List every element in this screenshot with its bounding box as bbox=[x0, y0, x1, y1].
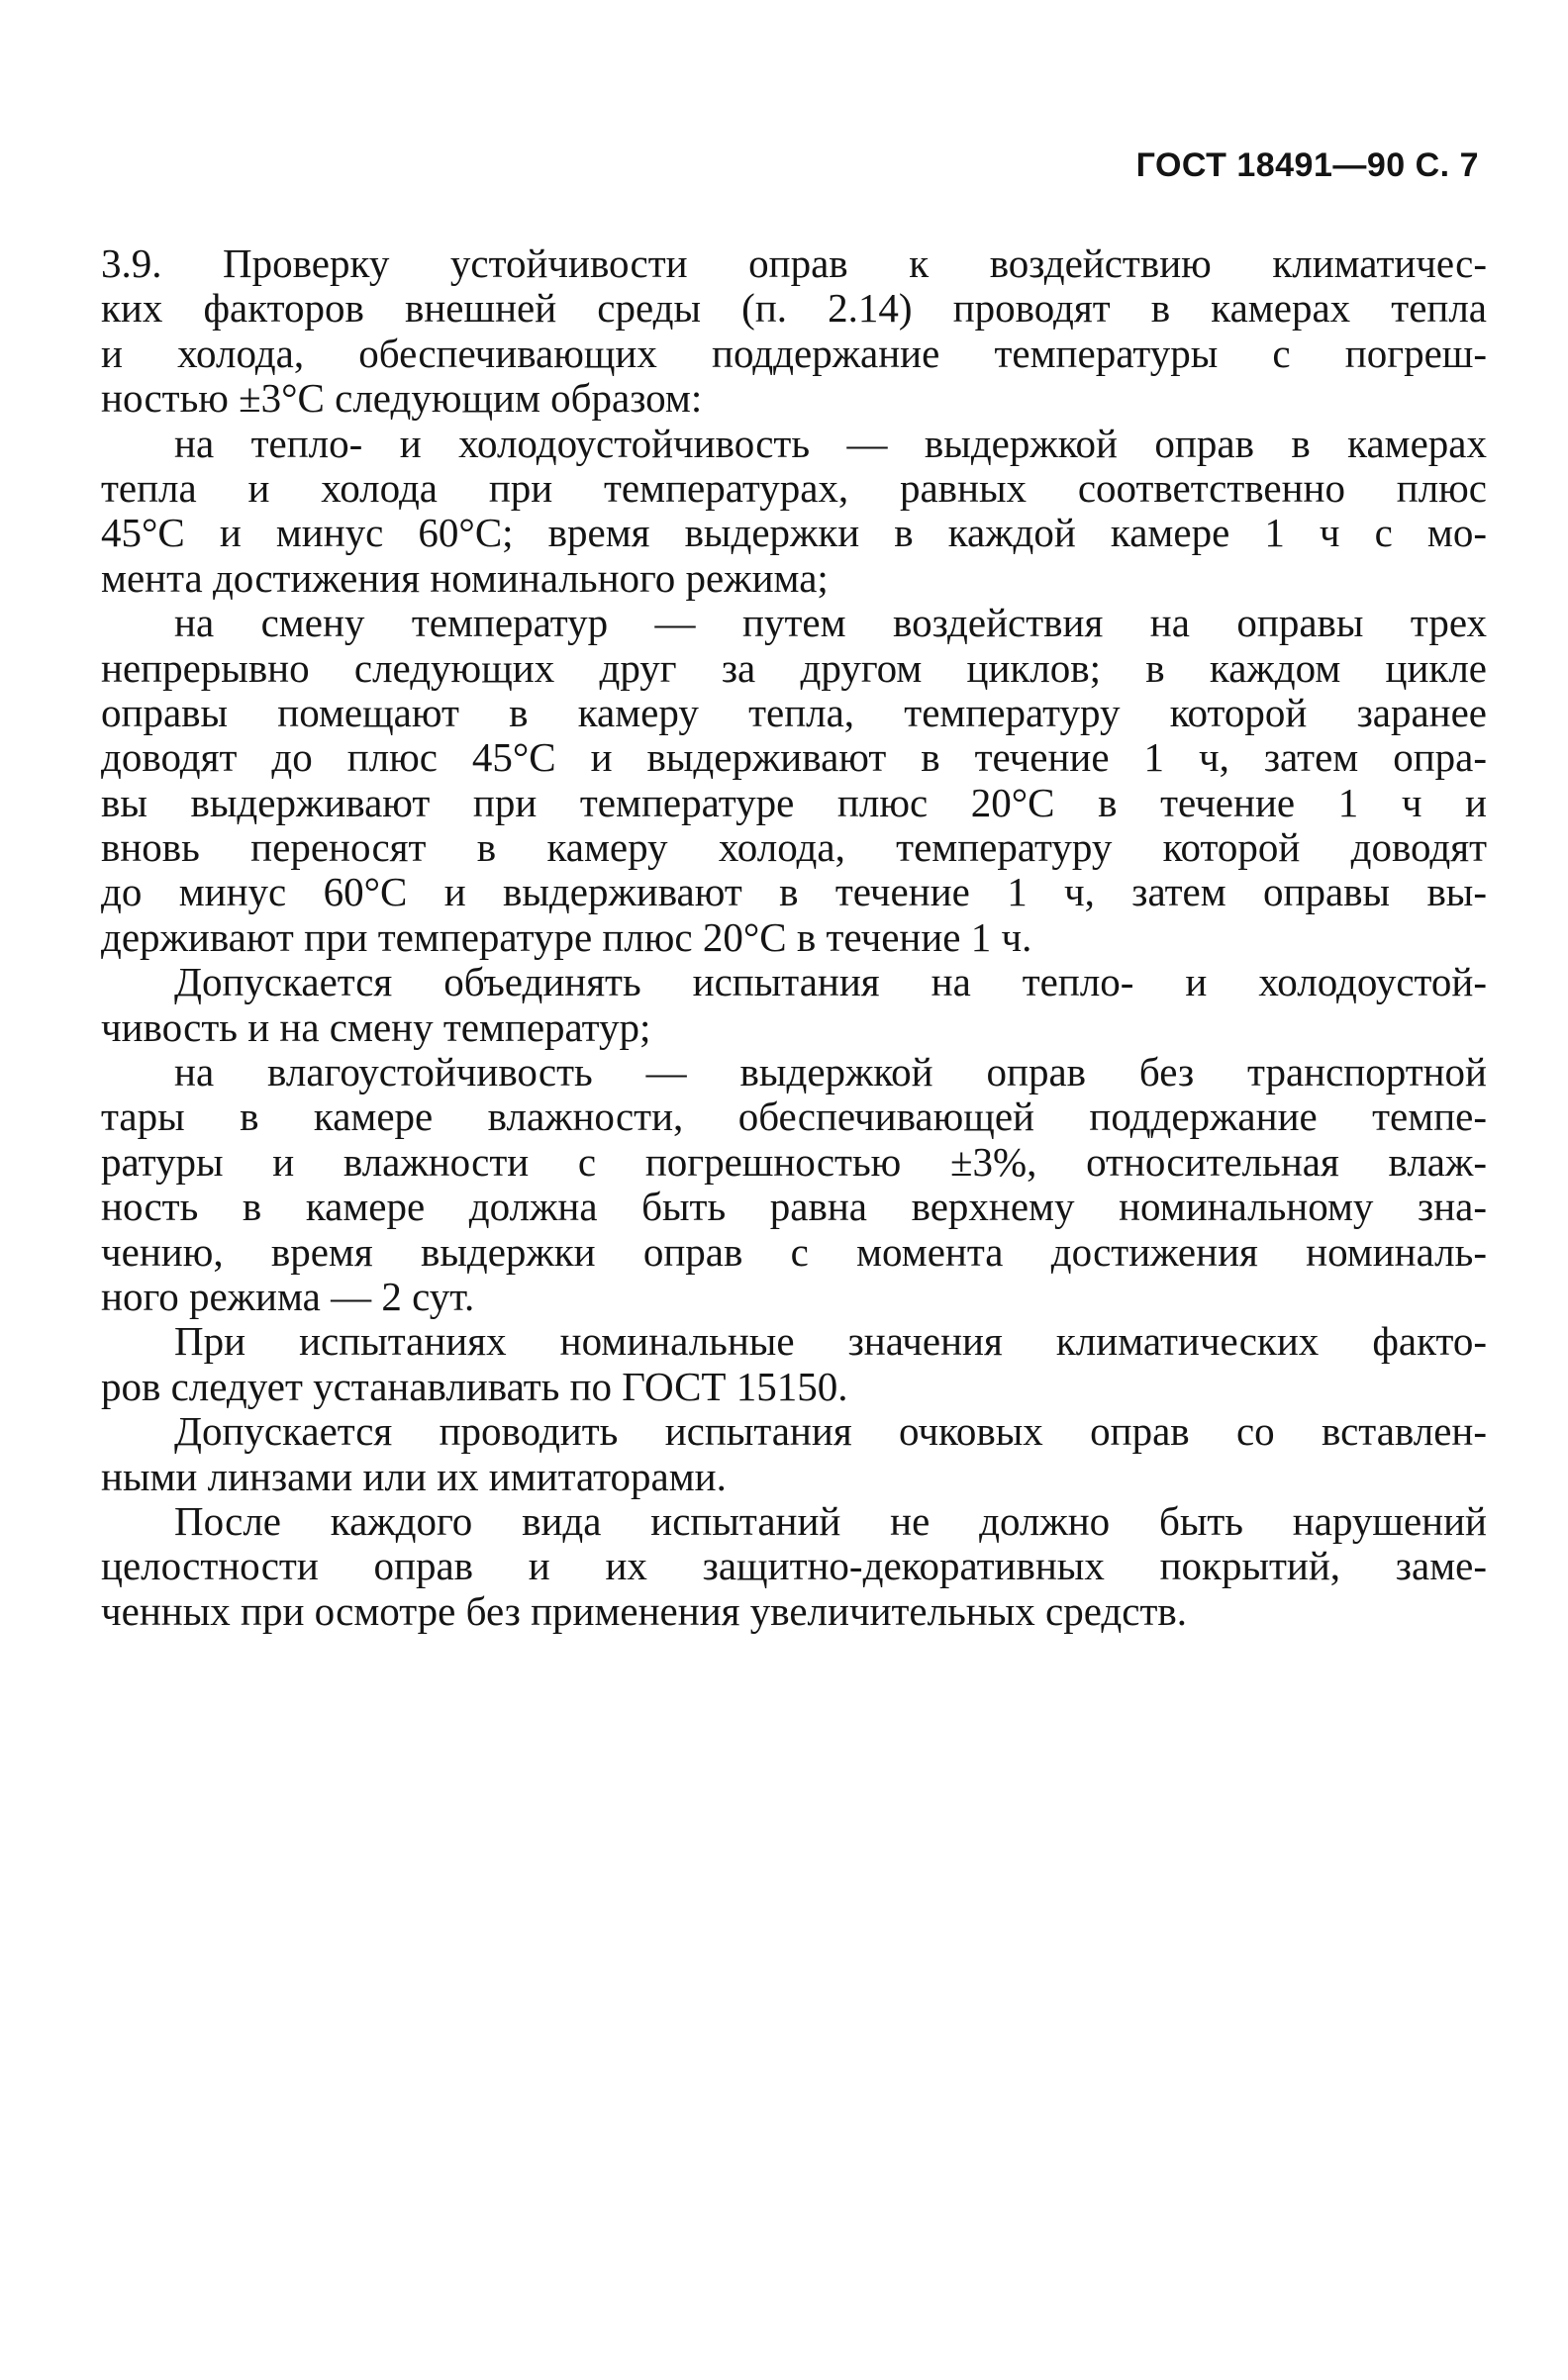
text-line: на влагоустойчивость — выдержкой оправ без транспортной bbox=[174, 1049, 1487, 1095]
text-line: ратуры и влажности с погрешностью ±3%, относительная влаж- bbox=[101, 1138, 1487, 1185]
text-line: оправы помещают в камеру тепла, температуру которой заранее bbox=[101, 689, 1487, 735]
text-line: ными линзами или их имитаторами. bbox=[101, 1453, 727, 1499]
text-line: тары в камере влажности, обеспечивающей поддержание темпе- bbox=[101, 1094, 1487, 1140]
text-line: ких факторов внешней среды (п. 2.14) проводят в камерах тепла bbox=[101, 285, 1487, 332]
text-line: держивают при температуре плюс 20°С в течение 1 ч. bbox=[101, 913, 1032, 960]
text-line: ров следует устанавливать по ГОСТ 15150. bbox=[101, 1363, 848, 1409]
text-line: ность в камере должна быть равна верхнему номинальному зна- bbox=[101, 1184, 1487, 1230]
text-line: ного режима — 2 сут. bbox=[101, 1273, 475, 1319]
text-line: Допускается проводить испытания очковых оправ со вставлен- bbox=[174, 1408, 1487, 1455]
text-line: до минус 60°С и выдерживают в течение 1 ч, затем оправы вы- bbox=[101, 869, 1487, 915]
text-line: непрерывно следующих друг за другом циклов; в каждом цикле bbox=[101, 644, 1487, 691]
text-line: мента достижения номинального режима; bbox=[101, 554, 829, 601]
text-line: 45°С и минус 60°С; время выдержки в каждой камере 1 ч с мо- bbox=[101, 510, 1487, 556]
text-line: на тепло- и холодоустойчивость — выдержкой оправ в камерах bbox=[174, 420, 1487, 466]
text-line: вы выдерживают при температуре плюс 20°С в течение 1 ч и bbox=[101, 779, 1487, 825]
text-line: ностью ±3°С следующим образом: bbox=[101, 375, 703, 422]
text-line: чивость и на смену температур; bbox=[101, 1003, 651, 1050]
text-line: вновь переносят в камеру холода, температуру которой доводят bbox=[101, 824, 1487, 871]
text-line: чению, время выдержки оправ с момента достижения номиналь- bbox=[101, 1228, 1487, 1275]
text-line: тепла и холода при температурах, равных соответственно плюс bbox=[101, 464, 1487, 511]
text-line: Допускается объединять испытания на тепло- и холодоустой- bbox=[174, 959, 1487, 1005]
text-line: После каждого вида испытаний не должно быть нарушений bbox=[174, 1497, 1487, 1544]
text-line: на смену температур — путем воздействия на оправы трех bbox=[174, 600, 1487, 646]
section-3-9 bbox=[101, 241, 1487, 1634]
text-line: целостности оправ и их защитно-декоративных покрытий, заме- bbox=[101, 1543, 1487, 1589]
text-line: и холода, обеспечивающих поддержание температуры с погреш- bbox=[101, 330, 1487, 376]
text-line: 3.9. Проверку устойчивости оправ к воздействию климатичес- bbox=[101, 240, 1487, 286]
text-line: доводят до плюс 45°С и выдерживают в течение 1 ч, затем опра- bbox=[101, 734, 1487, 781]
running-header: ГОСТ 18491—90 С. 7 bbox=[1135, 146, 1479, 184]
text-line: ченных при осмотре без применения увеличительных средств. bbox=[101, 1587, 1187, 1634]
text-line: При испытаниях номинальные значения климатических факто- bbox=[174, 1318, 1487, 1365]
